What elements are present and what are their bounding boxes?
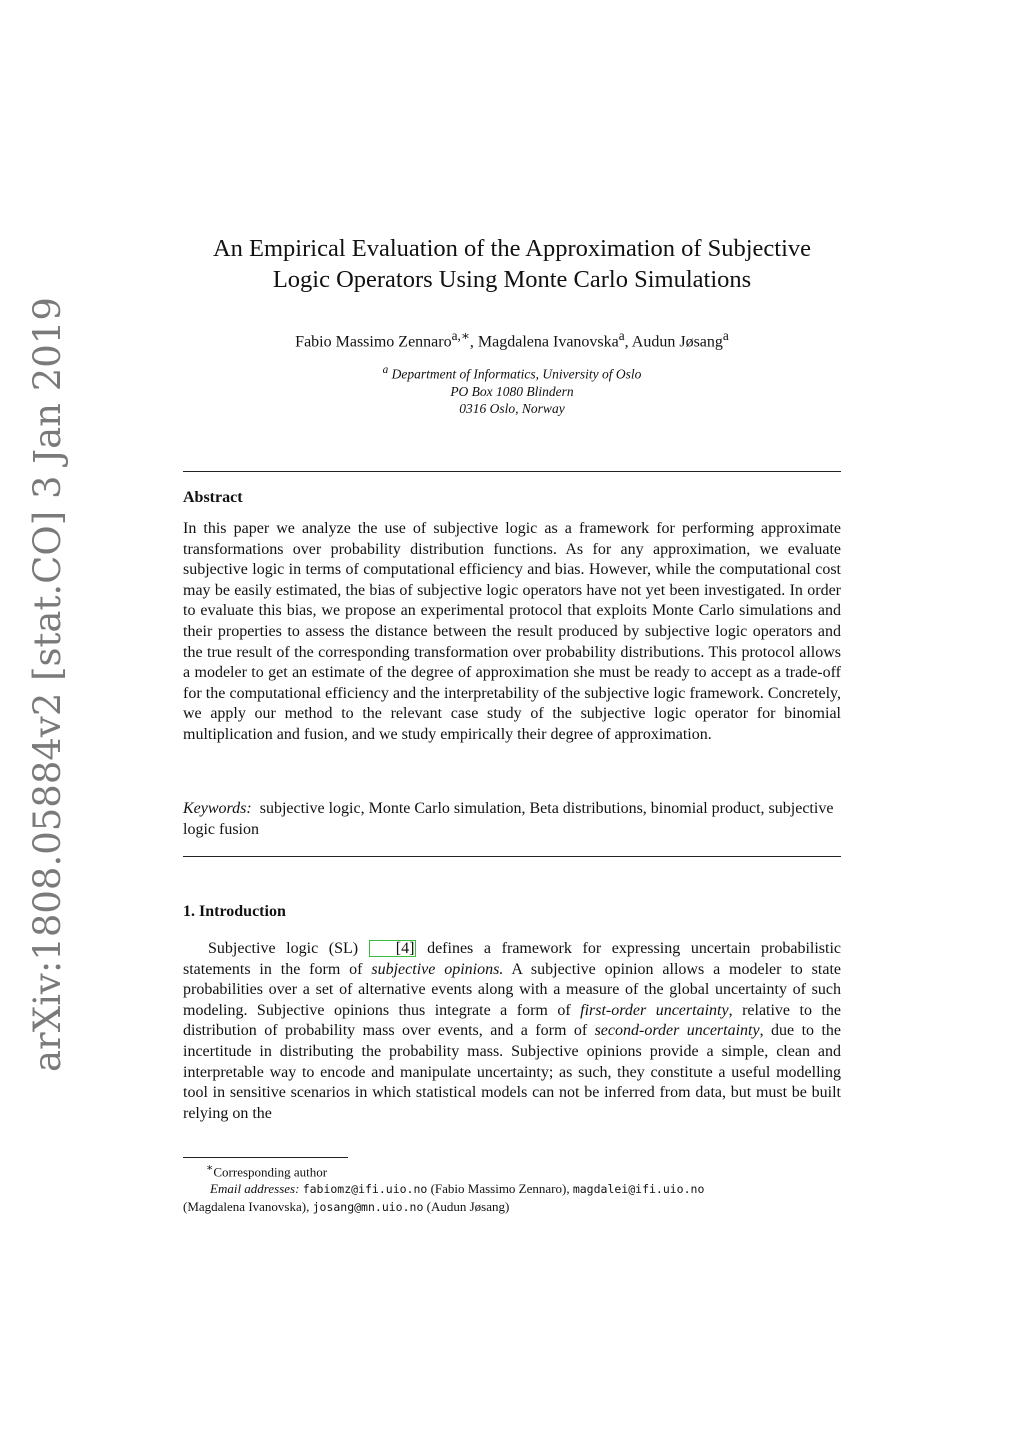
- arxiv-side-stamp: arXiv:1808.05884v2 [stat.CO] 3 Jan 2019: [26, 297, 69, 1072]
- footnote-emails-cont: (Magdalena Ivanovska), josang@mn.uio.no (Audun Jøsang): [183, 1199, 510, 1215]
- footnote-corresponding: ∗Corresponding author: [206, 1162, 328, 1180]
- abstract-top-rule: [183, 471, 841, 472]
- keywords: [183, 799, 841, 840]
- keywords-label: Keywords:: [183, 800, 252, 817]
- abstract-bottom-rule: [183, 856, 841, 857]
- title-line-1: An Empirical Evaluation of the Approximation of Subjective: [212, 235, 812, 262]
- section-heading: 1. Introduction: [183, 903, 286, 920]
- author-list: Fabio Massimo Zennaro$^{a,∗}$, Magdalena Ivanovska$^a$, Audun Jøsang$^a$: [295, 328, 729, 351]
- footnote-emails: Email addresses: fabiomz@ifi.uio.no (Fabio Massimo Zennaro), magdalei@ifi.uio.no: [210, 1181, 705, 1197]
- title-line-2: Logic Operators Using Monte Carlo Simulations: [272, 266, 752, 293]
- author-name: Audun Jøsang: [631, 333, 723, 351]
- author-sup: a: [722, 328, 729, 343]
- affiliation: [183, 362, 841, 417]
- affiliation-line-1: $^a$ Department of Informatics, University of Oslo: [382, 364, 642, 382]
- keywords-text: subjective logic, Monte Carlo simulation, Beta distributions, binomial product, subjective logic fusion: [183, 800, 834, 838]
- author-sup: a,∗: [451, 328, 470, 343]
- abstract-text: In this paper we analyze the use of subjective logic as a framework for performing approximate transformations over probability distribution functions. As for any approximation, we evaluate subjective logic in terms of computational efficiency and bias. However, while the computational cost may be easily estimated, the bias of subjective logic operators have not yet been investigated. In order to evaluate this bias, we propose an experimental protocol that exploits Monte Carlo simulations and their properties to assess the distance between the result produced by subjective logic operators and the true result of the corresponding transformation over probability distributions. This protocol allows a modeler to get an estimate of the degree of approximation she must be ready to accept as a trade-off for the computational efficiency and the interpretability of the subjective logic framework. Concretely, we apply our method to the relevant case study of the subjective logic operator for binomial multiplication and fusion, and we study empirically their degree of approximation.: [183, 520, 841, 743]
- introduction-text: [183, 939, 841, 1124]
- email-link[interactable]: josang@mn.uio.no: [312, 1200, 424, 1215]
- affiliation-line-3: 0316 Oslo, Norway: [459, 400, 565, 416]
- author-name: Magdalena Ivanovska: [477, 333, 619, 351]
- author-sup: a: [618, 328, 625, 343]
- paper-title: [183, 233, 841, 295]
- author-name: Fabio Massimo Zennaro: [295, 333, 452, 351]
- email-link[interactable]: fabiomz@ifi.uio.no: [302, 1182, 428, 1197]
- affiliation-marker: a: [382, 364, 389, 376]
- abstract-heading: Abstract: [183, 489, 243, 506]
- intro-paragraph: Subjective logic (SL) [4] defines a framework for expressing uncertain probabilistic statements in the form of subjective opinions. A subjective opinion allows a modeler to state probabilities over a set of alternative events along with a measure of the global uncertainty of such modeling. Subjective opinions thus integrate a form of first-order uncertainty, relative to the distribution of probability mass over events, and a form of second-order uncertainty, due to the incertitude in distributing the probability mass. Subjective opinions provide a simple, clean and interpretable way to encode and manipulate uncertainty; as such, they constitute a useful modelling tool in sensitive scenarios in which statistical models can not be inferred from data, but must be built relying on the: [183, 940, 841, 1122]
- email-link[interactable]: magdalei@ifi.uio.no: [572, 1182, 705, 1197]
- affiliation-line-2: PO Box 1080 Blindern: [450, 383, 574, 399]
- footnote: [183, 1160, 841, 1216]
- citation-link[interactable]: [4]: [369, 940, 417, 957]
- footnote-rule: [183, 1157, 348, 1158]
